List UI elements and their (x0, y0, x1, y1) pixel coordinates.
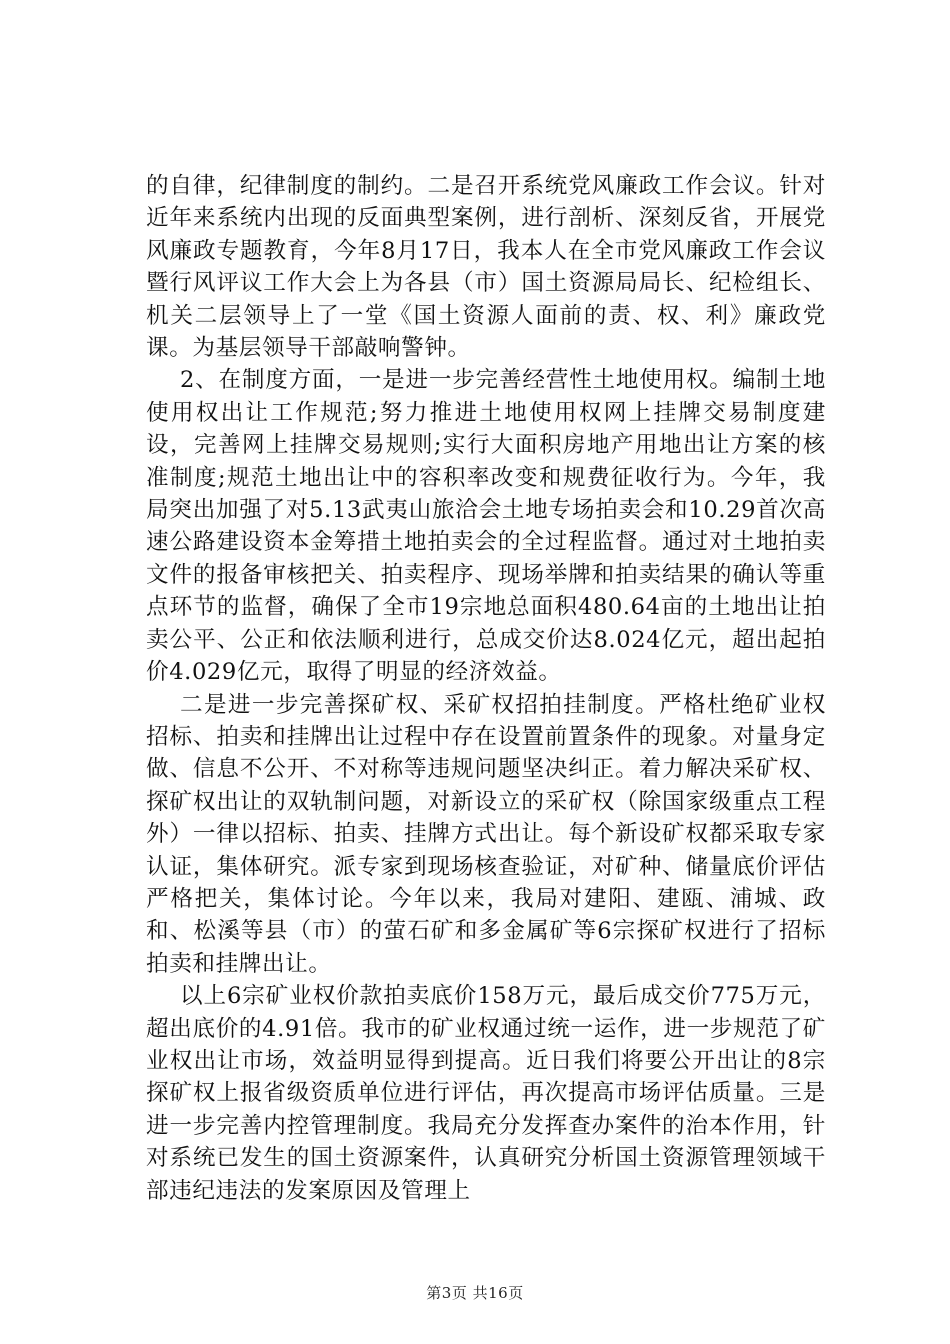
paragraph-4: 以上6宗矿业权价款拍卖底价158万元，最后成交价775万元，超出底价的4.91倍。我市的矿业权通过统一运作，进一步规范了矿业权出让市场，效益明显得到提高。近日我们将要公开出让的8宗探矿权上报省级资质单位进行评估，再次提高市场评估质量。三是进一步完善内控管理制度。我局充分发挥查办案件的治本作用，针对系统已发生的国土资源案件，认真研究分析国土资源管理领域干部违纪违法的发案原因及管理上 (146, 983, 826, 1204)
document-body (146, 170, 826, 1207)
paragraph-3: 二是进一步完善探矿权、采矿权招拍挂制度。严格杜绝矿业权招标、拍卖和挂牌出让过程中存在设置前置条件的现象。对量身定做、信息不公开、不对称等违规问题坚决纠正。着力解决采矿权、探矿权出让的双轨制问题，对新设立的采矿权（除国家级重点工程外）一律以招标、拍卖、挂牌方式出让。每个新设矿权都采取专家认证，集体研究。派专家到现场核查验证，对矿种、储量底价评估严格把关，集体讨论。今年以来，我局对建阳、建瓯、浦城、政和、松溪等县（市）的萤石矿和多金属矿等6宗探矿权进行了招标拍卖和挂牌出让。 (146, 691, 826, 977)
paragraph-1: 的自律，纪律制度的制约。二是召开系统党风廉政工作会议。针对近年来系统内出现的反面典型案例，进行剖析、深刻反省，开展党风廉政专题教育，今年8月17日，我本人在全市党风廉政工作会议暨行风评议工作大会上为各县（市）国土资源局局长、纪检组长、机关二层领导上了一堂《国土资源人面前的责、权、利》廉政党课。为基层领导干部敲响警钟。 (146, 173, 826, 362)
page-number-footer: 第3页 共16页 (426, 1284, 524, 1302)
paragraph-2: 2、在制度方面，一是进一步完善经营性土地使用权。编制土地使用权出让工作规范;努力推进土地使用权网上挂牌交易制度建设，完善网上挂牌交易规则;实行大面积房地产用地出让方案的核准制度;规范土地出让中的容积率改变和规费征收行为。今年，我局突出加强了对5.13武夷山旅洽会土地专场拍卖会和10.29首次高速公路建设资本金筹措土地拍卖会的全过程监督。通过对土地拍卖文件的报备审核把关、拍卖程序、现场举牌和拍卖结果的确认等重点环节的监督，确保了全市19宗地总面积480.64亩的土地出让拍卖公平、公正和依法顺利进行，总成交价达8.024亿元，超出起拍价4.029亿元，取得了明显的经济效益。 (146, 367, 826, 686)
